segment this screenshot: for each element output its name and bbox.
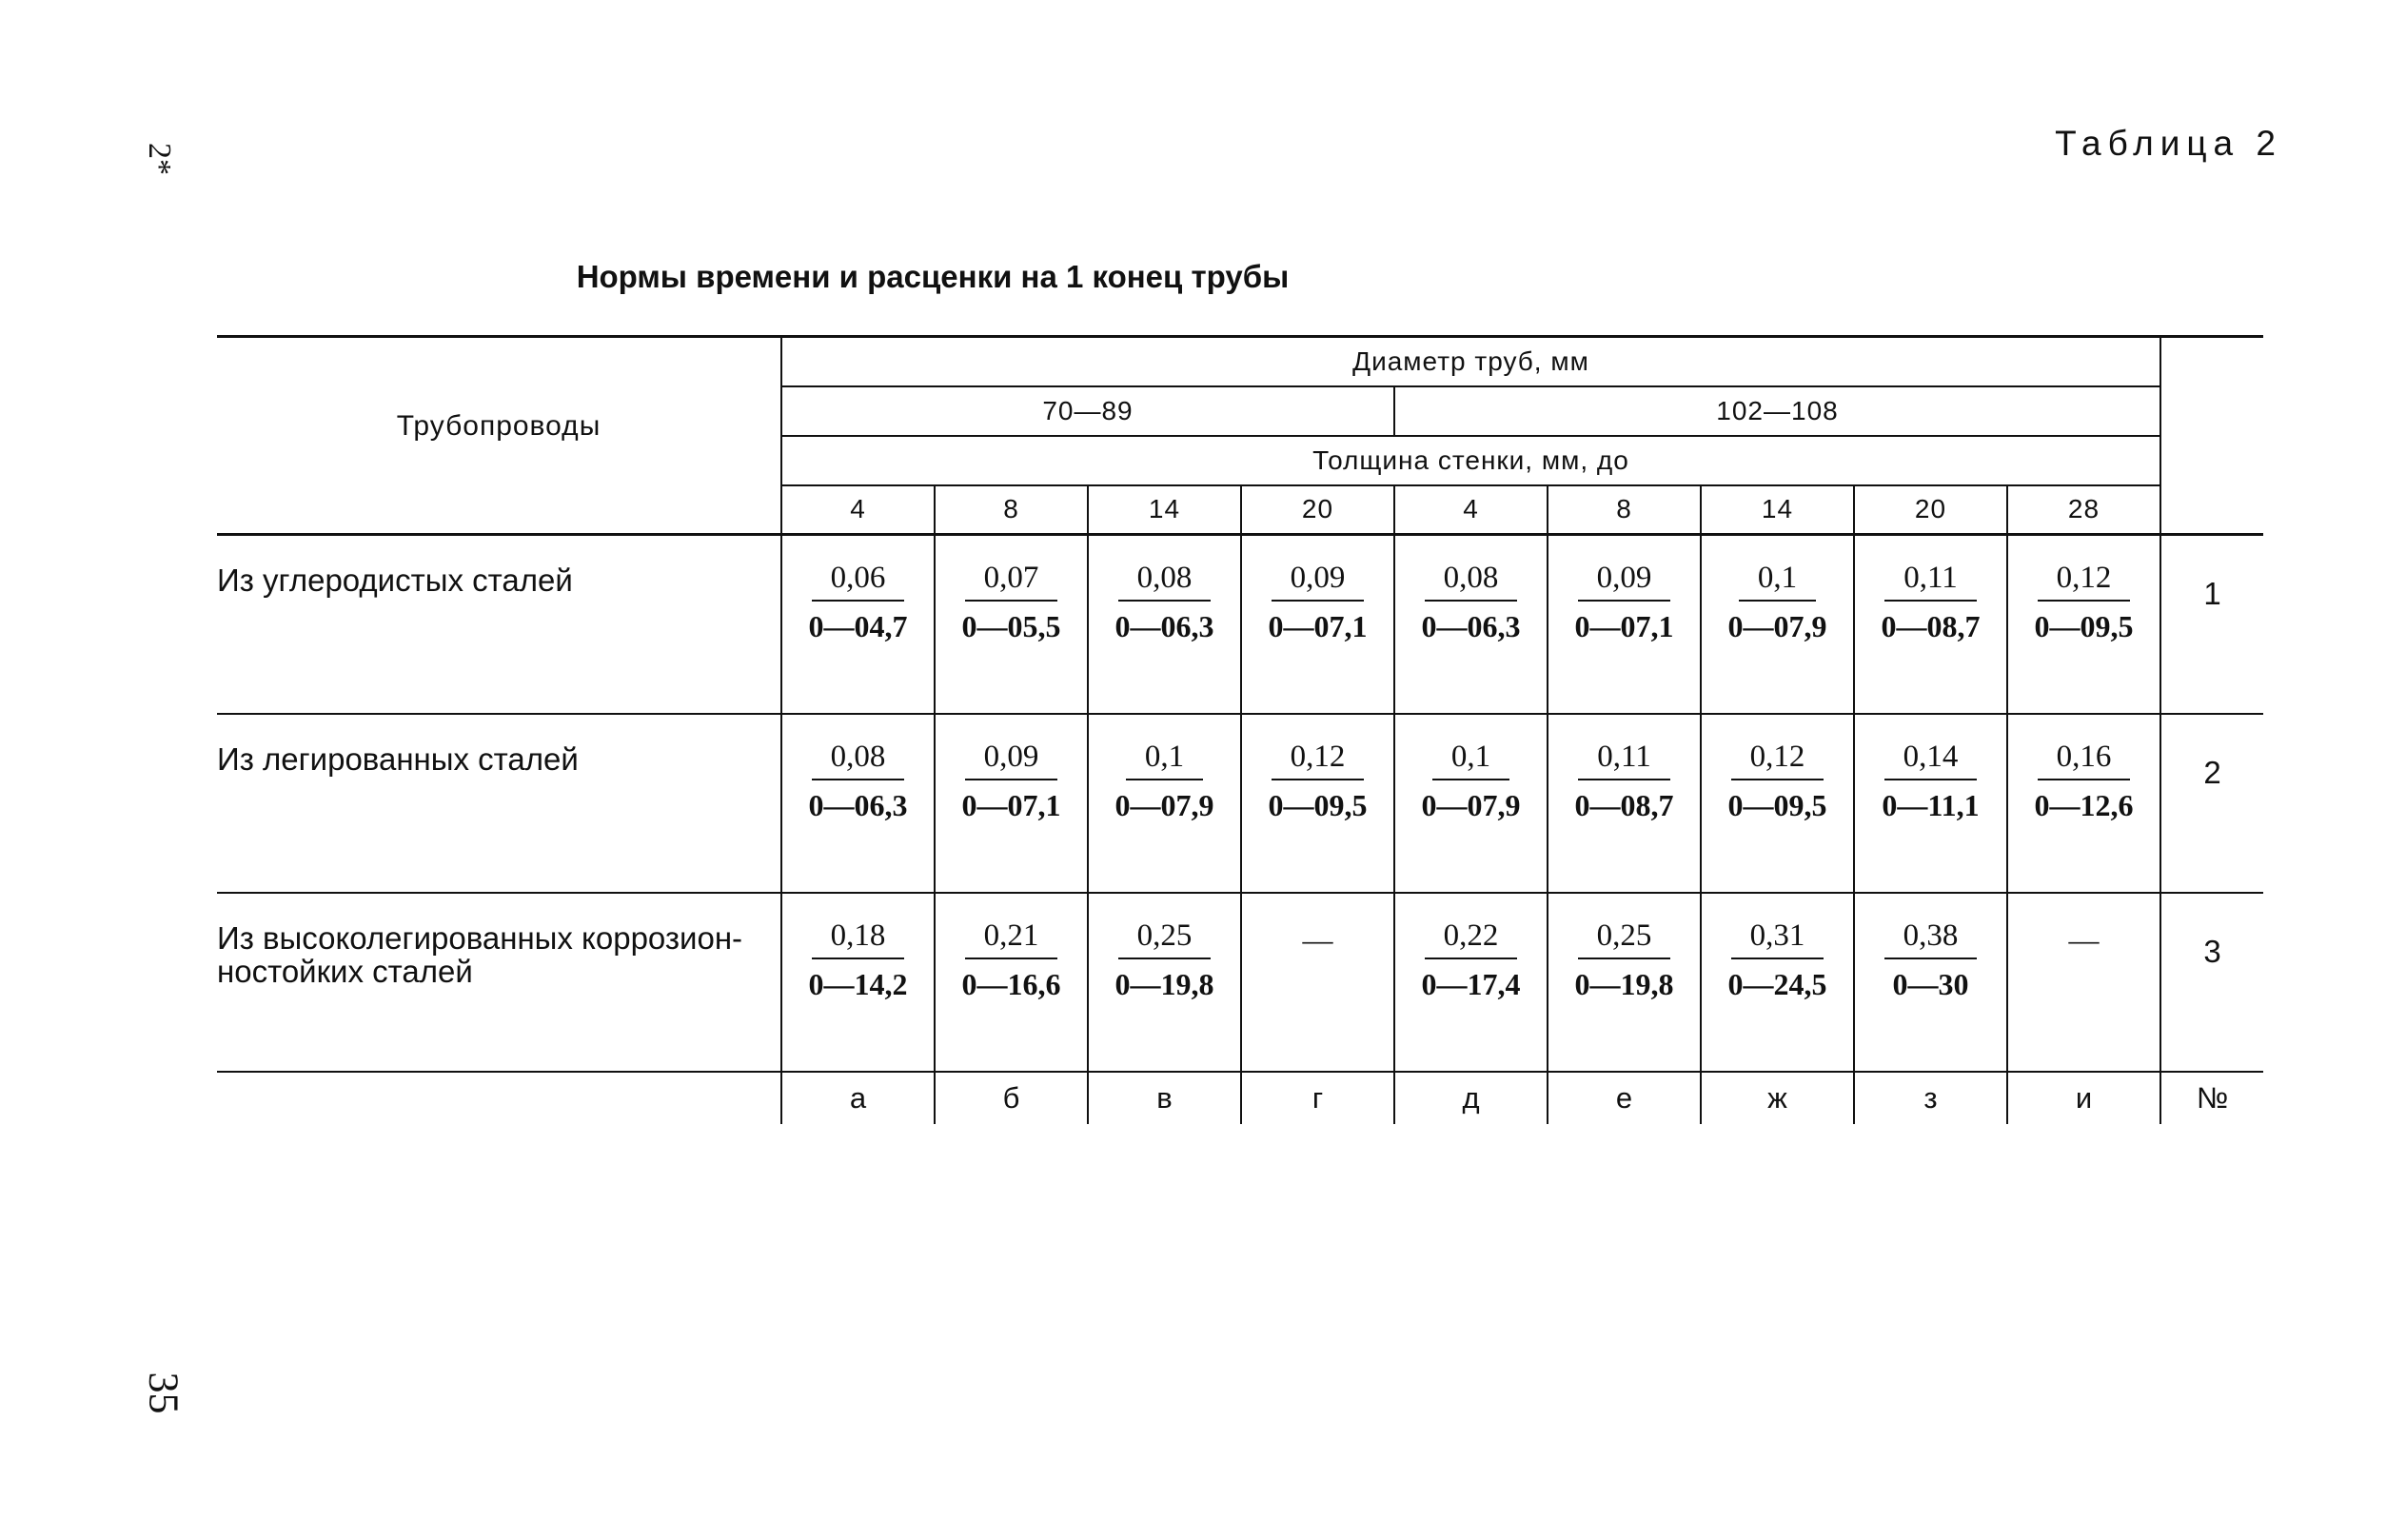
header-thickness-value: 8 <box>1548 485 1701 535</box>
price-rate: 0—07,1 <box>1574 609 1674 643</box>
table-label: Таблица 2 <box>2055 124 2282 163</box>
header-number-empty <box>2160 337 2263 535</box>
time-norm: 0,22 <box>1425 918 1518 959</box>
column-letter: в <box>1088 1072 1241 1124</box>
value-cell <box>935 535 1088 715</box>
value-cell <box>781 893 935 1072</box>
value-cell <box>935 714 1088 893</box>
table-row <box>217 893 2263 1072</box>
header-thickness-value: 8 <box>935 485 1088 535</box>
column-letter: з <box>1854 1072 2007 1124</box>
price-rate: 0—12,6 <box>2034 788 2134 822</box>
value-cell <box>1394 714 1548 893</box>
price-rate: 0—08,7 <box>1574 788 1674 822</box>
price-rate: 0—07,9 <box>1421 788 1521 822</box>
row-name: Из углеродистых сталей <box>217 535 781 715</box>
price-rate: 0—04,7 <box>808 609 908 643</box>
price-rate: 0—07,1 <box>961 788 1061 822</box>
margin-mark: 2* <box>142 143 177 175</box>
row-name-line: Из высоколегированных коррозион- <box>217 920 743 956</box>
price-rate: 0—05,5 <box>961 609 1061 643</box>
price-rate: 0—19,8 <box>1114 967 1214 1001</box>
row-name-line: ностойких сталей <box>217 953 473 989</box>
time-norm: 0,38 <box>1884 918 1978 959</box>
page-number: 35 <box>140 1372 187 1414</box>
value-cell <box>2007 714 2160 893</box>
time-norm: 0,09 <box>1272 561 1365 602</box>
price-rate: 0—08,7 <box>1881 609 1981 643</box>
value-cell <box>1088 714 1241 893</box>
row-name <box>217 893 781 1072</box>
value-cell <box>1548 714 1701 893</box>
value-cell <box>1088 535 1241 715</box>
value-cell <box>1241 893 1394 1072</box>
value-cell <box>1241 714 1394 893</box>
letter-row <box>217 1072 2263 1124</box>
header-pipelines: Трубопроводы <box>217 337 781 535</box>
row-number: 2 <box>2160 714 2263 893</box>
row-number: 1 <box>2160 535 2263 715</box>
empty-dash: — <box>2068 922 2100 957</box>
row-name: Из легированных сталей <box>217 714 781 893</box>
value-cell <box>1088 893 1241 1072</box>
value-cell <box>2007 535 2160 715</box>
price-rate: 0—09,5 <box>1727 788 1827 822</box>
value-cell <box>1548 893 1701 1072</box>
price-rate: 0—07,9 <box>1727 609 1827 643</box>
price-rate: 0—24,5 <box>1727 967 1827 1001</box>
time-norm: 0,31 <box>1731 918 1824 959</box>
time-norm: 0,07 <box>965 561 1058 602</box>
table-title-text: Нормы времени и расценки на 1 конец трубы <box>576 259 1290 294</box>
column-letter: д <box>1394 1072 1548 1124</box>
header-thickness-value: 14 <box>1088 485 1241 535</box>
header-thickness-value: 28 <box>2007 485 2160 535</box>
price-rate: 0—16,6 <box>961 967 1061 1001</box>
time-norm: 0,11 <box>1884 561 1977 602</box>
time-norm: 0,08 <box>812 740 905 780</box>
header-thickness-value: 14 <box>1701 485 1854 535</box>
time-norm: 0,25 <box>1578 918 1671 959</box>
column-letter: ж <box>1701 1072 1854 1124</box>
header-diameter: Диаметр труб, мм <box>781 337 2160 386</box>
column-letter: е <box>1548 1072 1701 1124</box>
column-letter: а <box>781 1072 935 1124</box>
time-norm: 0,1 <box>1126 740 1203 780</box>
header-thickness-value: 4 <box>1394 485 1548 535</box>
value-cell <box>1854 714 2007 893</box>
time-norm: 0,21 <box>965 918 1058 959</box>
price-rate: 0—06,3 <box>1421 609 1521 643</box>
time-norm: 0,18 <box>812 918 905 959</box>
header-thickness-value: 4 <box>781 485 935 535</box>
value-cell <box>1701 714 1854 893</box>
value-cell <box>1701 893 1854 1072</box>
header-thickness-value: 20 <box>1241 485 1394 535</box>
table-row <box>217 714 2263 893</box>
value-cell <box>1701 535 1854 715</box>
price-rate: 0—30 <box>1892 967 1969 1001</box>
price-rate: 0—09,5 <box>1268 788 1368 822</box>
value-cell <box>1241 535 1394 715</box>
time-norm: 0,08 <box>1425 561 1518 602</box>
time-norm: 0,11 <box>1578 740 1670 780</box>
time-norm: 0,12 <box>1272 740 1365 780</box>
time-norm: 0,12 <box>2038 561 2131 602</box>
price-rate: 0—19,8 <box>1574 967 1674 1001</box>
time-norm: 0,25 <box>1118 918 1212 959</box>
value-cell <box>781 714 935 893</box>
value-cell <box>1854 893 2007 1072</box>
time-norm: 0,16 <box>2038 740 2131 780</box>
time-norm: 0,06 <box>812 561 905 602</box>
value-cell <box>1548 535 1701 715</box>
header-thickness-value: 20 <box>1854 485 2007 535</box>
value-cell <box>935 893 1088 1072</box>
time-norm: 0,14 <box>1884 740 1978 780</box>
row-number: 3 <box>2160 893 2263 1072</box>
empty-dash: — <box>1302 922 1333 957</box>
price-rate: 0—07,1 <box>1268 609 1368 643</box>
price-rate: 0—09,5 <box>2034 609 2134 643</box>
price-rate: 0—14,2 <box>808 967 908 1001</box>
value-cell <box>1394 535 1548 715</box>
table-title <box>0 259 1865 295</box>
price-rate: 0—11,1 <box>1882 788 1980 822</box>
column-letter: г <box>1241 1072 1394 1124</box>
table-row <box>217 535 2263 715</box>
header-thickness: Толщина стенки, мм, до <box>781 436 2160 485</box>
value-cell <box>1854 535 2007 715</box>
price-rate: 0—07,9 <box>1114 788 1214 822</box>
value-cell <box>781 535 935 715</box>
value-cell <box>1394 893 1548 1072</box>
number-sign: № <box>2196 1081 2229 1115</box>
header-group-102-108: 102—108 <box>1394 386 2160 436</box>
header-group-70-89: 70—89 <box>781 386 1394 436</box>
column-letter: б <box>935 1072 1088 1124</box>
time-norm: 0,1 <box>1432 740 1509 780</box>
time-norm: 0,08 <box>1118 561 1212 602</box>
time-norm: 0,09 <box>1578 561 1671 602</box>
price-rate: 0—06,3 <box>1114 609 1214 643</box>
value-cell <box>2007 893 2160 1072</box>
letter-row-empty <box>217 1072 781 1124</box>
time-norm: 0,12 <box>1731 740 1824 780</box>
norms-table <box>217 335 2263 1124</box>
price-rate: 0—06,3 <box>808 788 908 822</box>
price-rate: 0—17,4 <box>1421 967 1521 1001</box>
time-norm: 0,09 <box>965 740 1058 780</box>
column-letter: и <box>2007 1072 2160 1124</box>
time-norm: 0,1 <box>1739 561 1816 602</box>
